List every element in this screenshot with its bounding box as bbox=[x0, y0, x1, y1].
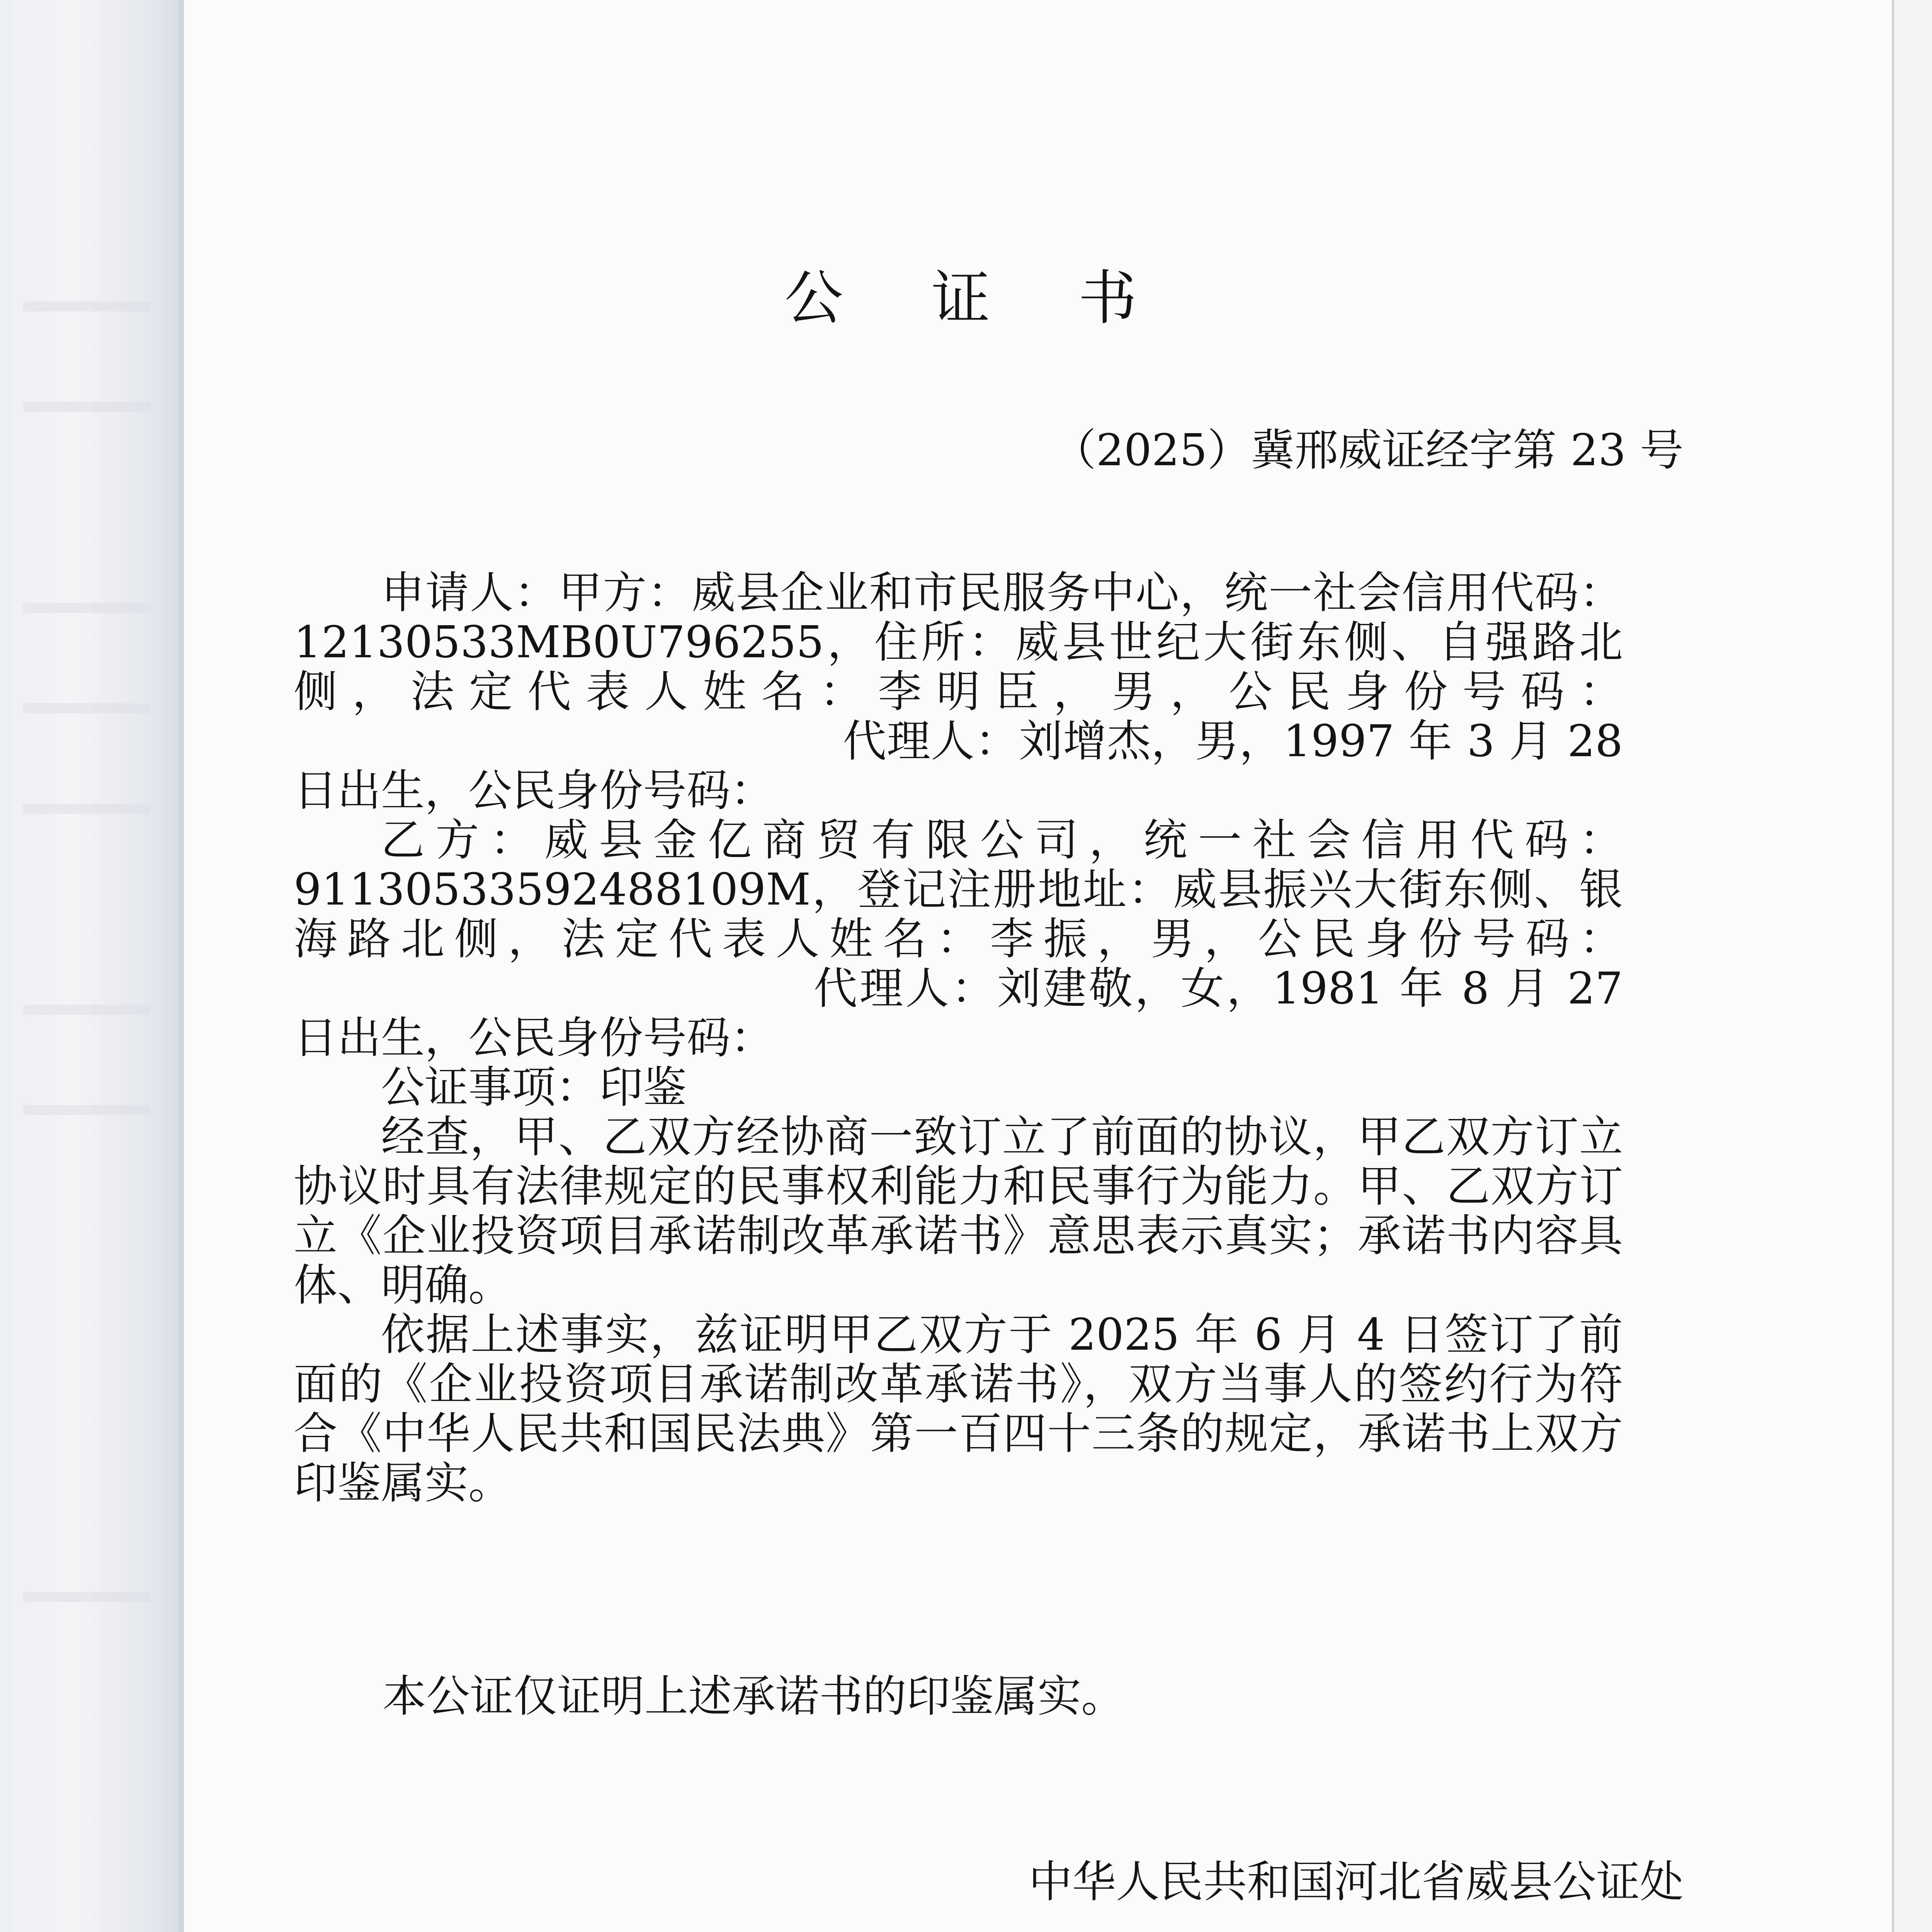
page-title: 公 证 书 bbox=[784, 264, 1172, 332]
party-b-agent: 代理人：刘建敬，女，1981 年 8 月 27 日出生，公民身份号码： bbox=[294, 963, 1623, 1063]
applicant-party-b bbox=[294, 815, 1623, 1063]
applicant-party-a bbox=[294, 568, 1623, 815]
notary-office-name: 中华人民共和国河北省威县公证处 bbox=[1029, 1856, 1684, 1907]
show-through-mark bbox=[23, 703, 151, 713]
certificate-body bbox=[294, 568, 1623, 1508]
show-through-mark bbox=[23, 1592, 151, 1602]
binding-edge bbox=[179, 0, 184, 1932]
party-a-agent: 代理人：刘增杰，男，1997 年 3 月 28 日出生，公民身份号码： bbox=[294, 716, 1623, 816]
scope-statement: 本公证仅证明上述承诺书的印鉴属实。 bbox=[383, 1671, 1125, 1722]
party-b-details: 乙方：威县金亿商贸有限公司，统一社会信用代码：91130533592488109M，登记注册地址：威县振兴大街东侧、银海路北侧，法定代表人姓名：李振，男，公民身份号码： bbox=[294, 815, 1623, 964]
show-through-mark bbox=[23, 1005, 151, 1015]
show-through-mark bbox=[23, 603, 151, 613]
certification-paragraph: 依据上述事实，兹证明甲乙双方于 2025 年 6 月 4 日签订了前面的《企业投资项目承诺制改革承诺书》，双方当事人的签约行为符合《中华人民共和国民法典》第一百四十三条的规定，承诺书上双方印鉴属实。 bbox=[294, 1309, 1623, 1509]
show-through-mark bbox=[23, 804, 151, 814]
binding-spine bbox=[0, 0, 182, 1932]
document-number: （2025）冀邢威证经字第 23 号 bbox=[1052, 425, 1684, 476]
verification-paragraph: 经查，甲、乙双方经协商一致订立了前面的协议，甲乙双方订立协议时具有法律规定的民事权利能力和民事行为能力。甲、乙双方订立《企业投资项目承诺制改革承诺书》意思表示真实；承诺书内容具体、明确。 bbox=[294, 1111, 1623, 1311]
show-through-mark bbox=[23, 301, 151, 311]
party-a-details: 申请人：甲方：威县企业和市民服务中心，统一社会信用代码：12130533MB0U796255，住所：威县世纪大街东侧、自强路北侧，法定代表人姓名：李明臣，男，公民身份号码： bbox=[294, 567, 1623, 717]
show-through-mark bbox=[23, 1105, 151, 1115]
notarial-matter: 公证事项：印鉴 bbox=[381, 1062, 687, 1113]
show-through-mark bbox=[23, 402, 151, 412]
